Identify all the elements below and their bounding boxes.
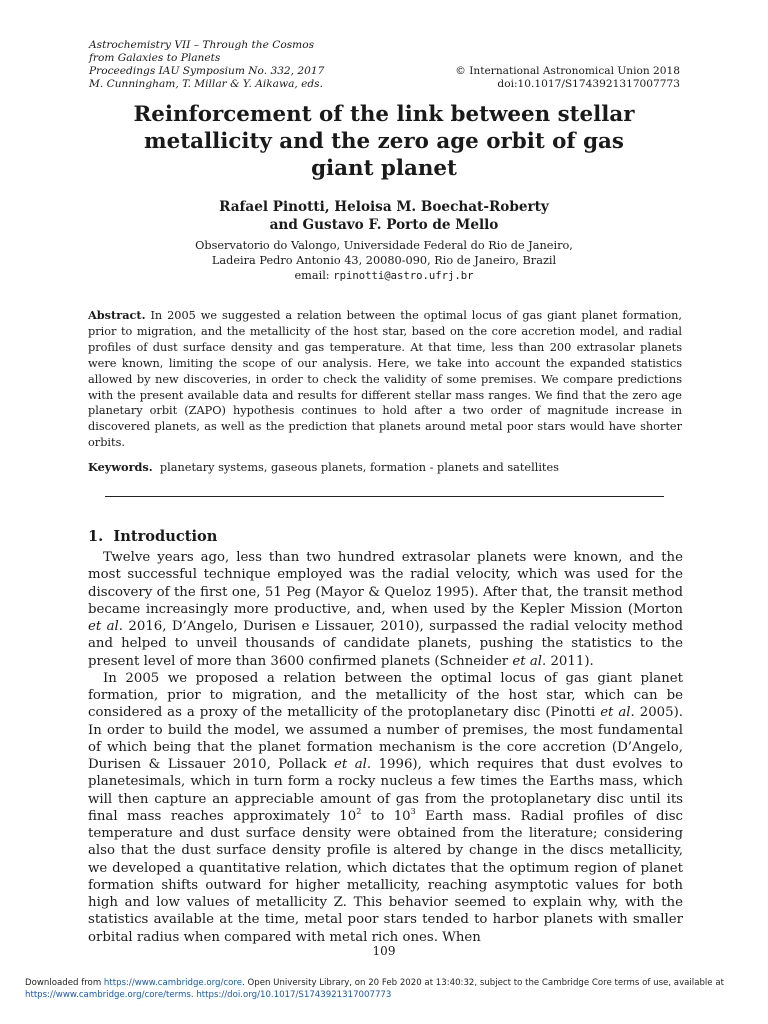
keywords-label: Keywords. xyxy=(88,460,153,474)
terms-link[interactable]: https://www.cambridge.org/core/terms xyxy=(25,989,191,1000)
copyright-notice: © International Astronomical Union 2018 xyxy=(455,65,680,77)
header-line: from Galaxies to Planets xyxy=(89,52,221,65)
title-line: giant planet xyxy=(311,156,457,181)
keywords xyxy=(88,460,682,475)
footer-text: . xyxy=(190,989,197,1000)
section-divider xyxy=(105,496,664,497)
abstract-text: In 2005 we suggested a relation between the optimal locus of gas giant planet formation, prior to migration, and the metallicity of the host star, based on the core accretion model, and radial profiles of dust surface density and gas temperature. At that time, less than 200 extrasolar planets were known, limiting the scope of our analysis. Here, we take into account the expanded statistics allowed by new discoveries, in order to check the validity of some premises. We compare predictions with the present available data and results for different stellar mass ranges. We find that the zero age planetary orbit (ZAPO) hypothesis continues to hold after a two order of magnitude increase in discovered planets, as well as the prediction that planets around metal poor stars would have shorter orbits. xyxy=(88,309,682,450)
affiliation-line: Observatorio do Valongo, Universidade Federal do Rio de Janeiro, xyxy=(195,239,573,252)
section-title: Introduction xyxy=(113,528,218,545)
body-text xyxy=(88,549,683,946)
superscript: 2 xyxy=(356,806,362,816)
authors-line: Rafael Pinotti, Heloisa M. Boechat-Roberty xyxy=(219,199,549,215)
doi-link[interactable]: https://doi.org/10.1017/S1743921317007773 xyxy=(196,989,392,1000)
paper-title xyxy=(80,101,688,182)
email-label: email: xyxy=(294,268,330,282)
keywords-text: planetary systems, gaseous planets, formation - planets and satellites xyxy=(159,461,559,474)
footer-text: . Open University Library, on 20 Feb 2020 at 13:40:32, subject to the Cambridge Core terms of use, available at xyxy=(242,978,724,988)
text-run: to 10 xyxy=(361,808,411,824)
italic-run: et al. xyxy=(600,705,635,721)
text-run: 2011). xyxy=(546,653,594,669)
title-line: metallicity and the zero age orbit of gas xyxy=(144,129,624,154)
paragraph xyxy=(88,670,683,946)
text-run: Earth mass. Radial profiles of disc temperature and dust surface density were obtained from the literature; considering also that the dust surface density profile is altered by change in the discs metallicity, we developed a quantitative relation, which dictates that the optimum region of planet formation shifts outward for higher metallicity, reaching asymptotic values for both high and low values of metallicity Z. This behavior seemed to explain why, with the statistics available at the time, metal poor stars tended to harbor planets with smaller orbital radius when compared with metal rich ones. When xyxy=(88,808,683,945)
cambridge-core-link[interactable]: https://www.cambridge.org/core xyxy=(103,978,243,988)
section-heading xyxy=(88,528,217,546)
affiliation-line: Ladeira Pedro Antonio 43, 20080-090, Rio de Janeiro, Brazil xyxy=(211,253,557,267)
affiliation xyxy=(80,239,688,284)
text-run: 1996), which requires that dust evolves to planetesimals, which in turn form a rocky nucleus a few times the Earths mass, which will then capture an appreciable amount of gas from the protoplanetary disc until its final mass reaches approximately 10 xyxy=(88,757,683,824)
text-run: In 2005 we proposed a relation between the optimal locus of gas giant planet formation, prior to migration, and the metallicity of the host star, which can be considered as a proxy of the metallicity of the protoplanetary disc (Pinotti xyxy=(88,670,683,721)
section-number: 1. xyxy=(88,528,104,545)
email-address[interactable]: rpinotti@astro.ufrj.br xyxy=(333,269,474,282)
download-footer xyxy=(25,978,749,1001)
superscript: 3 xyxy=(410,806,416,816)
doi: doi:10.1017/S1743921317007773 xyxy=(497,78,680,91)
proceedings-header xyxy=(89,39,324,91)
abstract xyxy=(88,308,682,451)
title-line: Reinforcement of the link between stellar xyxy=(133,102,635,127)
copyright-header xyxy=(455,65,680,91)
italic-run: et al. xyxy=(512,653,547,669)
header-line: Astrochemistry VII – Through the Cosmos xyxy=(89,39,315,51)
italic-run: et al. xyxy=(334,757,372,772)
text-run: 2005). In order to build the model, we assumed a number of premises, the most fundamental of which being that the planet formation mechanism is the core accretion (D’Angelo, Durisen & Lissauer 2010, Pollack xyxy=(88,705,683,772)
text-run: 2016, D’Angelo, Durisen e Lissauer, 2010), surpassed the radial velocity method and helped to unveil thousands of candidate planets, pushing the statistics to the present level of more than 3600 confirmed planets (Schneider xyxy=(88,619,683,669)
header-line: M. Cunningham, T. Millar & Y. Aikawa, eds. xyxy=(89,78,323,91)
email-line xyxy=(80,269,688,284)
footer-text: Downloaded from xyxy=(25,978,104,988)
abstract-label: Abstract. xyxy=(88,308,146,322)
page-number: 109 xyxy=(372,944,396,958)
header-line: Proceedings IAU Symposium No. 332, 2017 xyxy=(89,65,325,78)
text-run: Twelve years ago, less than two hundred extrasolar planets were known, and the most successful technique employed was the radial velocity, which was used for the discovery of the first one, 51 Peg (Mayor & Queloz 1995). After that, the transit method became increasingly more productive, and, when used by the Kepler Mission (Morton xyxy=(88,550,683,617)
paragraph xyxy=(88,549,683,670)
authors-line: and Gustavo F. Porto de Mello xyxy=(269,216,499,233)
author-list xyxy=(80,199,688,234)
italic-run: et al. xyxy=(88,619,124,634)
